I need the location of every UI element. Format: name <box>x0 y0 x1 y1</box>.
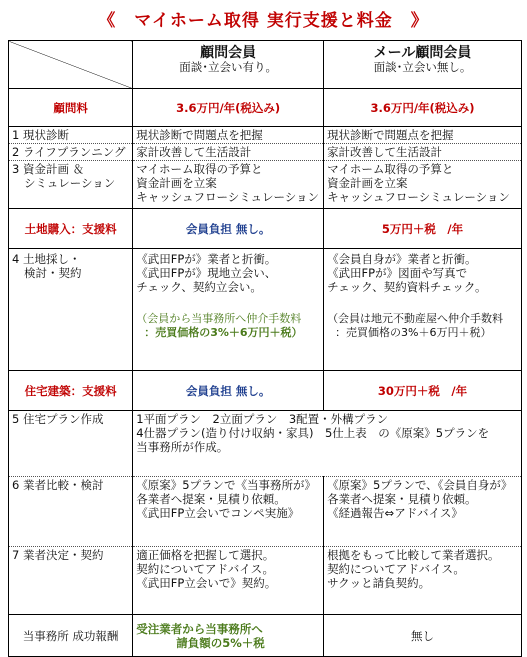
fee-row <box>9 89 522 127</box>
cell-line: 根拠をもって比較して業者選択。 <box>327 548 500 562</box>
build-fee-advisor: 会員負担 無し。 <box>133 371 324 411</box>
reward-label: 当事務所 成功報酬 <box>9 615 133 657</box>
plan-sub-advisor: 面談･立会い有り。 <box>179 60 277 74</box>
cell-line: 1平面プラン 2立面プラン 3配置・外構プラン <box>136 412 389 426</box>
commission-note: ：売買価格の3%＋6万円＋税） <box>144 326 303 339</box>
reward-line: 受注業者から当事務所へ <box>136 621 263 636</box>
cell-line: 契約についてアドバイス。 <box>136 562 274 576</box>
row-label: 6 業者比較・検討 <box>9 477 133 547</box>
cell-line: 各業者へ提案・見積り依頼。 <box>136 492 286 506</box>
row-advisor: 家計改善して生活設計 <box>133 144 324 161</box>
row-advisor <box>133 477 324 547</box>
land-fee-mail: 5万円＋税 /年 <box>324 209 522 249</box>
cell-line: サクッと請負契約。 <box>327 576 431 590</box>
table-row <box>9 144 522 161</box>
header-row <box>9 41 522 89</box>
row-advisor <box>133 547 324 615</box>
cell-line: 《武田FPが》現地立会い、 <box>136 266 277 280</box>
row-mail: 現状診断で問題点を把握 <box>324 127 522 144</box>
row-label <box>9 161 133 209</box>
cell-line: 資金計画を立案 <box>327 176 408 190</box>
header-col2 <box>133 41 324 89</box>
row-mail <box>324 547 522 615</box>
row-mail: 家計改善して生活設計 <box>324 144 522 161</box>
table-row <box>9 161 522 209</box>
cell-line: マイホーム取得の予算と <box>136 162 263 176</box>
cell-line: 当事務所が作成。 <box>136 440 229 454</box>
land-fee-advisor: 会員負担 無し。 <box>133 209 324 249</box>
row-advisor: 現状診断で問題点を把握 <box>133 127 324 144</box>
cell-line: 《原案》5プランで、《会員自身が》 <box>327 478 513 492</box>
commission-note: （会員から当事務所へ仲介手数料 <box>136 312 302 325</box>
table-row <box>9 547 522 615</box>
page-title: 《 マイホーム取得 実行支援と料金 》 <box>98 11 429 31</box>
build-fee-mail: 30万円＋税 /年 <box>324 371 522 411</box>
row-label: 1 現状診断 <box>9 127 133 144</box>
plan-title-mail: メール顧問会員 <box>373 45 472 61</box>
cell-line: 《武田FP立会いで》契約。 <box>136 576 277 590</box>
row-mail <box>324 249 522 371</box>
row-label-line: 4 土地採し・ <box>12 252 81 266</box>
cell-line: 各業者へ提案・見積り依頼。 <box>327 492 477 506</box>
commission-note: ：売買価格の3%＋6万円＋税） <box>335 326 492 339</box>
build-fee-row <box>9 371 522 411</box>
land-fee-row <box>9 209 522 249</box>
row-mail <box>324 477 522 547</box>
fee-advisor: 3.6万円/年(税込み) <box>133 89 324 127</box>
table-row <box>9 249 522 371</box>
cell-line: 《原案》5プランで《当事務所が》 <box>136 478 317 492</box>
row-label-line: 3 資金計画 ＆ <box>12 162 85 176</box>
plan-sub-mail: 面談･立会い無し。 <box>373 60 472 74</box>
cell-line: 《武田FPが》業者と折衝。 <box>136 252 277 266</box>
row-label: 5 住宅プラン作成 <box>9 411 133 477</box>
cell-line: 《会員自身が》業者と折衝。 <box>327 252 477 266</box>
cell-line: 適正価格を把握して選択。 <box>136 548 275 562</box>
plan-title-advisor: 顧問会員 <box>200 45 257 61</box>
cell-line: 4仕器プラン(造り付け収納・家具) 5仕上表 の《原案》5プランを <box>136 426 490 440</box>
reward-advisor <box>133 615 324 657</box>
cell-line: 《武田FP立会いでコンペ実施》 <box>136 506 300 520</box>
row-label: 7 業者決定・契約 <box>9 547 133 615</box>
header-col3 <box>324 41 522 89</box>
build-fee-label: 住宅建築：支援料 <box>9 371 133 411</box>
row-label-line: 検討・契約 <box>24 266 82 280</box>
table-row <box>9 411 522 477</box>
row-mail <box>324 161 522 209</box>
row-label <box>9 249 133 371</box>
cell-line: キャッシュフローシミュレーション <box>327 190 510 204</box>
table-row <box>9 477 522 547</box>
reward-line: 請負額の5%＋税 <box>176 635 265 650</box>
reward-mail: 無し <box>324 615 522 657</box>
row-advisor <box>133 249 324 371</box>
cell-line: 《武田FPが》図面や写真で <box>327 266 468 280</box>
cell-line: 資金計画を立案 <box>136 176 217 190</box>
row-label-line: シミュレーション <box>24 176 116 190</box>
cell-line: マイホーム取得の予算と <box>327 162 454 176</box>
cell-line: 《経過報告⇔アドバイス》 <box>327 506 463 520</box>
header-corner-cell <box>9 41 133 89</box>
fee-mail: 3.6万円/年(税込み) <box>324 89 522 127</box>
cell-line: チェック、契約立会い。 <box>136 280 262 294</box>
cell-line: 契約についてアドバイス。 <box>327 562 465 576</box>
land-fee-label: 土地購入：支援料 <box>9 209 133 249</box>
row-plan-span <box>133 411 522 477</box>
cell-line: キャッシュフローシミュレーション <box>136 190 320 204</box>
table-row <box>9 127 522 144</box>
reward-row <box>9 615 522 657</box>
fee-label: 顧問料 <box>9 89 133 127</box>
row-advisor <box>133 161 324 209</box>
fee-comparison-table <box>8 40 522 657</box>
row-label: 2 ライフプランニング <box>9 144 133 161</box>
cell-line: チェック、契約資料チェック。 <box>327 280 487 294</box>
commission-note: （会員は地元不動産屋へ仲介手数料 <box>327 312 504 325</box>
